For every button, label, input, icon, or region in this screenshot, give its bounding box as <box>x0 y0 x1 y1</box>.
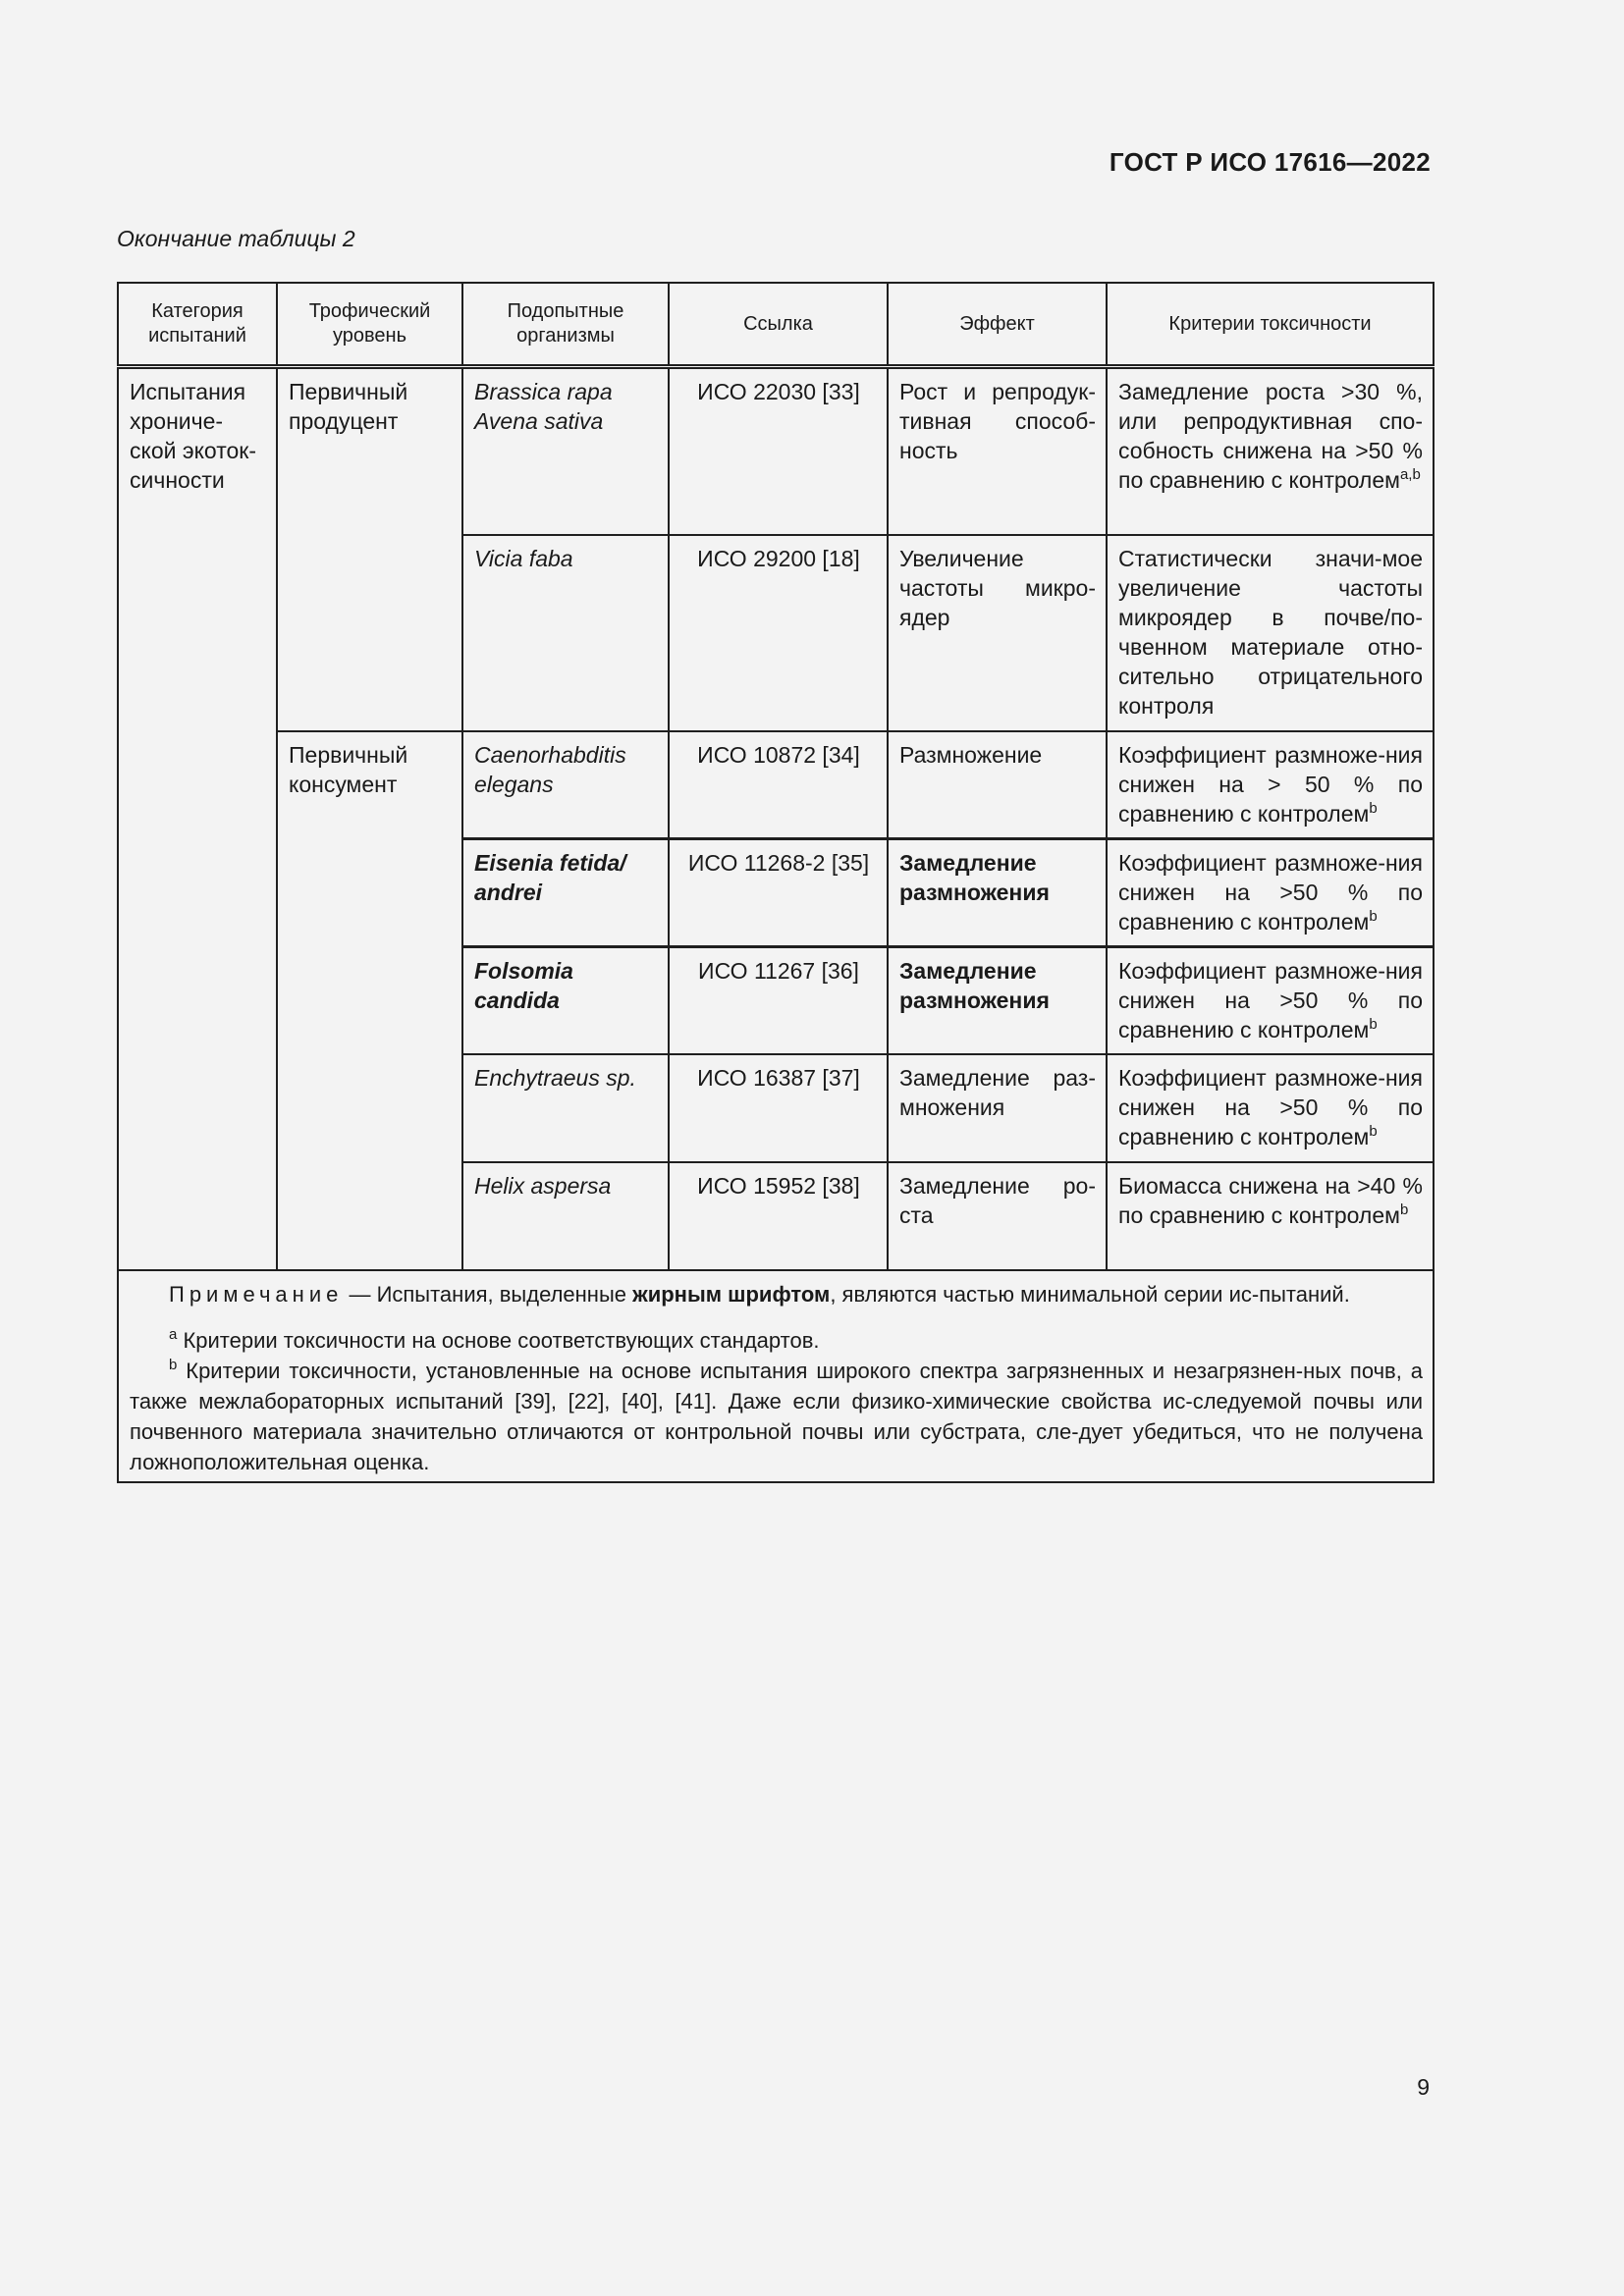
category-cell: Испытания хрониче-ской экоток-сичности <box>118 367 277 1270</box>
note-bold-text: жирным шрифтом <box>632 1281 831 1307</box>
criteria-text: Коэффициент размноже-ния снижен на >50 % по сравнению с контролем <box>1118 958 1423 1042</box>
organism-cell: Brassica rapa Avena sativa <box>462 367 669 535</box>
note-paragraph <box>130 1279 1423 1309</box>
table-row <box>118 367 1434 535</box>
criteria-cell: Статистически значи-мое увеличение частоты микроядер в почве/по-чвенном материале отно-сительно отрицательного контроля <box>1107 535 1434 731</box>
criteria-text: Коэффициент размноже-ния снижен на > 50 % по сравнению с контролем <box>1118 741 1423 827</box>
effect-cell: Замедление размножения <box>888 947 1107 1054</box>
table-caption: Окончание таблицы 2 <box>117 226 355 251</box>
toxicity-table <box>117 282 1435 1483</box>
reference-cell: ИСО 11267 [36] <box>669 947 888 1054</box>
footnote-mark: b <box>1399 1201 1409 1218</box>
criteria-cell <box>1107 947 1434 1054</box>
reference-cell: ИСО 29200 [18] <box>669 535 888 731</box>
criteria-cell <box>1107 731 1434 839</box>
document-code: ГОСТ Р ИСО 17616—2022 <box>1109 147 1431 177</box>
table-header-row <box>118 283 1434 367</box>
criteria-cell <box>1107 839 1434 947</box>
note-cell <box>118 1270 1434 1482</box>
criteria-cell <box>1107 1162 1434 1270</box>
footnote-b-text: Критерии токсичности, установленные на основе испытания широкого спектра загрязненных и незагрязнен-ных почв, а также межлабораторных испытаний [39], [22], [40], [41]. Даже если физико-химические свойства ис-следуемой почвы или почвенного материала значительно отличаются от контрольной почвы или субстрата, сле-дует убедиться, что не получена ложноположительная оценка. <box>130 1358 1423 1474</box>
header-organisms: Подопытные организмы <box>462 283 669 367</box>
header-criteria: Критерии токсичности <box>1107 283 1434 367</box>
organism-cell: Helix aspersa <box>462 1162 669 1270</box>
trophic-level-consumer: Первичный консумент <box>277 731 462 1270</box>
criteria-text: Коэффициент размноже-ния снижен на >50 % по сравнению с контролем <box>1118 850 1423 934</box>
header-effect: Эффект <box>888 283 1107 367</box>
note-label: Примечание <box>169 1281 344 1307</box>
organism-cell: Enchytraeus sp. <box>462 1054 669 1162</box>
footnote-a-text: Критерии токсичности на основе соответствующих стандартов. <box>177 1327 820 1353</box>
header-trophic-level: Трофический уровень <box>277 283 462 367</box>
criteria-cell <box>1107 1054 1434 1162</box>
footnote-b <box>130 1356 1423 1477</box>
footnote-mark: b <box>1369 1122 1378 1140</box>
reference-cell: ИСО 10872 [34] <box>669 731 888 839</box>
footnote-mark: b <box>1369 799 1378 817</box>
organism-cell: Vicia faba <box>462 535 669 731</box>
criteria-text: Биомасса снижена на >40 % по сравнению с контролем <box>1118 1172 1423 1228</box>
effect-cell: Замедление размножения <box>888 839 1107 947</box>
effect-cell: Замедление раз-множения <box>888 1054 1107 1162</box>
footnote-mark: b <box>1369 908 1378 925</box>
footnote-b-mark: b <box>169 1356 178 1373</box>
criteria-text: Коэффициент размноже-ния снижен на >50 % по сравнению с контролем <box>1118 1064 1423 1149</box>
reference-cell: ИСО 22030 [33] <box>669 367 888 535</box>
organism-cell: Folsomia candida <box>462 947 669 1054</box>
footnote-mark: b <box>1369 1016 1378 1033</box>
effect-cell: Увеличение частоты микро-ядер <box>888 535 1107 731</box>
note-row <box>118 1270 1434 1482</box>
page-number: 9 <box>1417 2074 1430 2100</box>
header-category: Категория испытаний <box>118 283 277 367</box>
organism-cell: Eisenia fetida/ andrei <box>462 839 669 947</box>
note-text-before: — Испытания, выделенные <box>343 1281 633 1307</box>
footnote-mark: a,b <box>1399 466 1421 483</box>
footnote-a-mark: a <box>169 1325 178 1343</box>
trophic-level-producer: Первичный продуцент <box>277 367 462 731</box>
criteria-text: Замедление роста >30 %, или репродуктивная спо-собность снижена на >50 % по сравнению с контролем <box>1118 379 1423 493</box>
effect-cell: Размножение <box>888 731 1107 839</box>
note-text-after: , являются частью минимальной серии ис-пытаний. <box>830 1281 1350 1307</box>
reference-cell: ИСО 11268-2 [35] <box>669 839 888 947</box>
header-reference: Ссылка <box>669 283 888 367</box>
reference-cell: ИСО 16387 [37] <box>669 1054 888 1162</box>
reference-cell: ИСО 15952 [38] <box>669 1162 888 1270</box>
effect-cell: Рост и репродук-тивная способ-ность <box>888 367 1107 535</box>
organism-cell: Caenorhabditis elegans <box>462 731 669 839</box>
footnote-a <box>130 1325 1423 1356</box>
effect-cell: Замедление ро-ста <box>888 1162 1107 1270</box>
table-row <box>118 731 1434 839</box>
criteria-cell <box>1107 367 1434 535</box>
